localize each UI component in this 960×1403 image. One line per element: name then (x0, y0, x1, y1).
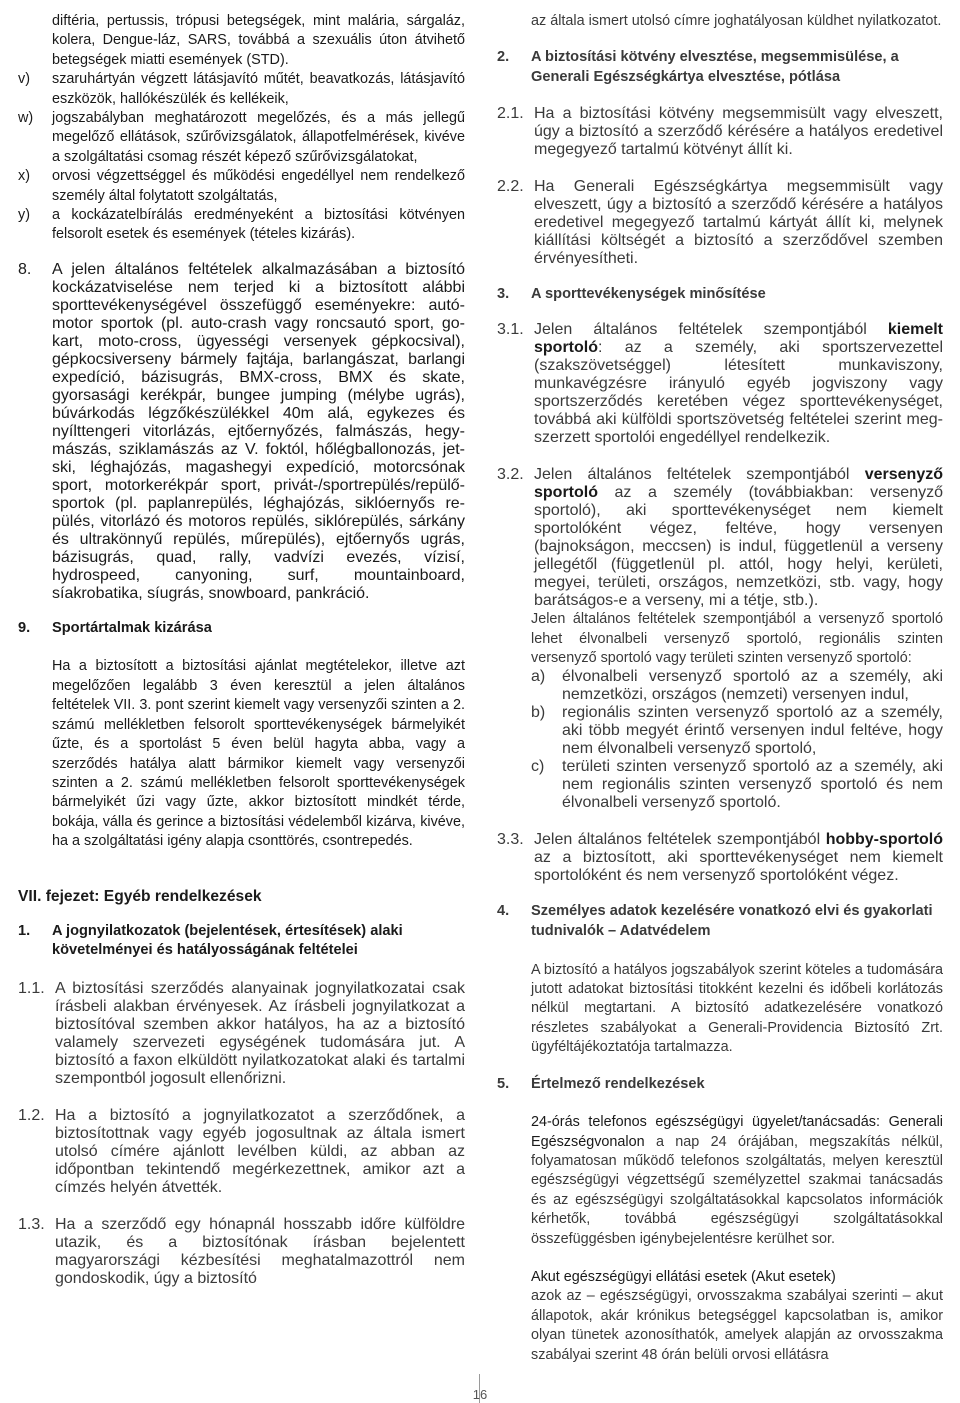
subsection-text: Ha a biztosító a jognyilatkozatot a szerződőnek, a biztosítottnak vagy egyéb jogosultnak az általa ismert utolsó címére ajánlott levélben küldi, az abban az időpontban tekintendő megérkezettnek, amikor azt a címzés helyén átvették. (55, 1106, 465, 1196)
subsection-text: Ha a szerződő egy hónapnál hosszabb időre külföldre utazik, és a biztosítónak írásban bejelentett magyarországi kézbesítési meghatalmazottról nem gondoskodik, úgy a biztosító (55, 1215, 465, 1287)
subsection-1-3 (18, 1216, 465, 1288)
item-label: w) (18, 110, 34, 127)
item-label: x) (18, 168, 30, 185)
list-item (18, 109, 465, 167)
item-label: a) (531, 668, 546, 686)
subsection-3-2 (497, 466, 943, 610)
subsection-text: Ha Generali Egészségkártya megsemmisült vagy elveszett, úgy a biztosító a szerződő kérésére a hatályos eredetivel megegyező tartalmú kártyát állít ki, melynek kiállítási költségét a biztosító a szerződővel szemben érvényesítheti. (534, 177, 943, 267)
section-title: A biztosítási kötvény elvesztése, megsemmisülése, a Generali Egészségkártya elvesztése, pótlása (531, 49, 899, 85)
paragraph-8 (18, 261, 465, 603)
item-text: jogszabályban meghatározott megelőzés, és a más jellegű megelőző ellátások, szűrővizsgálatok, állapotfelmérések, kivéve a szolgáltatási csomag részét képező szűrővizsgálatokat, (52, 110, 465, 165)
section-5-text: 24-órás telefonos egészségügyi ügyelet/tanácsadás: Generali Egészségvonalon a nap 24 órájában, megszakítás nélkül, folyamatosan működő telefonos szolgáltatás, melyen keresztül egészségügyi végzettségű személyzettel szakmai tanácsadás és az egészségügyi szolgáltatásokkal kapcsolatos információk kérhetők, továbbá egészségügyi szolgáltatásokkal összefüggésben igénybejelentésre kerülhet sor. (531, 1114, 943, 1247)
section-5-heading (497, 1075, 943, 1095)
subsection-number: 1.3. (18, 1215, 45, 1233)
acute-cases-text: azok az – egészségügyi, orvosszakma szabályai szerinti – akut állapotok, akár krónikus betegséggel kapcsolatban is, amikor olyan tünetek azonosíthatók, amelyek alapján az orvosszakma szabályai szerint 48 órán belüli orvosi ellátásra (531, 1288, 943, 1363)
item-text: orvosi végzettséggel és működési engedéllyel nem rendelkező személy által folytatott szolgáltatás, (52, 168, 465, 204)
item-label: b) (531, 704, 546, 722)
section-3-heading (497, 285, 943, 305)
section-number: 4. (497, 903, 510, 920)
section-number: 1. (18, 922, 31, 939)
section-number: 3. (497, 285, 510, 302)
section-number: 9. (18, 619, 31, 636)
term-hobby-sportolo: hobby-sportoló (825, 831, 943, 849)
chapter-title: VII. fejezet: Egyéb rendelkezések (18, 887, 262, 905)
subsection-text: Ha a biztosítási kötvény megsemmisült vagy elveszett, úgy a biztosító a szerződő kérésére a hatályos eredetivel megegyező tartalmú kötvényt állít ki. (534, 104, 943, 158)
section-4-heading (497, 902, 943, 941)
subsection-number: 3.2. (497, 466, 524, 484)
item-label: y) (18, 207, 30, 224)
left-column (18, 12, 465, 1288)
subsection-text: Jelen általános feltételek szempontjából hobby-sportoló az a biztosított, aki sporttevékenységet nem kiemelt sportolóként és nem versenyző sportolóként végez. (534, 831, 943, 885)
subsection-number: 1.2. (18, 1106, 45, 1124)
section-number: 5. (497, 1075, 510, 1092)
paragraph-text: A jelen általános feltételek alkalmazásában a biztosító kockázatviselése nem terjed ki a biztosított alábbi sporttevékenységével összefüggő eseményekre: autómotor sportok (pl. auto-crash vagy roncsautó sport, gokart, moto-cross, ügyességi versenyek gépkocsival), gépkocsiverseny bármely fajtája, barlangászat, barlangi expedíció, bázisugrás, BMX-cross, BMX és skate, gyorsasági kerékpár, bungee jumping (mélybe ugrás), búvárkodás légzőkészülékkel 40m alá, egykezes és nyílttengeri vitorlázás, ejtőernyőzés, falmászás, hegymászás, sziklamászás az V. foktól, hőlégballonozás, jet-ski, léghajózás, magashegyi expedíció, motorcsónak sport, motorkerékpár sport, privát-/sportrepülés/repülősportok (pl. paplanrepülés, léghajózás, siklóernyős repülés, vitorlázó és motoros repülés, siklórepülés, sárkány és ultrakönnyű repülés, műrepülés), ejtőernyős ugrás, bázisugrás, quad, rally, vadvízi evezés, vízisí, hydrospeed, canyoning, surf, mountainboard, síakrobatika, síugrás, snowboard, pankráció. (52, 260, 465, 602)
subsection-text: Jelen általános feltételek szempontjából kiemelt sportoló: az a személy, aki sportszervezettel (szakszövetséggel) létesített munkaviszony, munkavégzésre irányuló egyéb jogviszony vagy sportszerződés keretében végez sporttevékenységet, továbbá aki külföldi sportszövetség feltételei szerint megszerzett sportolói engedéllyel rendelkezik. (534, 321, 943, 447)
list-item (497, 758, 943, 812)
acute-cases-title: Akut egészségügyi ellátási esetek (Akut esetek) (531, 1269, 836, 1286)
section-number: 2. (497, 49, 510, 66)
subsection-number: 1.1. (18, 979, 45, 997)
section-title: Sportártalmak kizárása (52, 619, 212, 636)
list-item (18, 70, 465, 109)
section-9-heading (18, 619, 465, 639)
subsection-number: 2.2. (497, 177, 524, 195)
term-egeszsegvonal: 24-órás telefonos egészségügyi ügyelet/tanácsadás: Generali Egészségvonalon (531, 1114, 943, 1150)
item-text: élvonalbeli versenyző sportoló az a személy, aki nemzetközi, országos (nemzeti) versenyen indul, (562, 668, 943, 704)
section-1-heading (18, 922, 465, 961)
section-title: A jognyilatkozatok (bejelentések, értesítések) alaki követelményei és hatályosságának feltételei (52, 922, 403, 959)
subsection-3-2-continued: Jelen általános feltételek szempontjából a versenyző sportoló lehet élvonalbeli versenyző sportoló, regionális szinten versenyző sportoló vagy területi szinten versenyző sportoló: (531, 611, 943, 666)
item-text: területi szinten versenyző sportoló az a személy, aki nem regionális szinten versenyző sportoló és nem élvonalbeli versenyző sportoló. (562, 758, 943, 812)
term-kiemelt-sportolo: kiemelt sportoló (534, 321, 943, 357)
section-title: Személyes adatok kezelésére vonatkozó elvi és gyakorlati tudnivalók – Adatvédelem (531, 903, 933, 939)
section-9-text: Ha a biztosított a biztosítási ajánlat megtételekor, illetve azt megelőzően legalább 3 éven keresztül a jelen általános feltételek VII. 3. pont szerint kiemelt vagy versenyzői szinten a 2. számú mellékletben felsorolt sporttevékenységek bármelyikét űzte, és a sportolást 5 éven belül hagyta abba, vagy a szerződés hatálya alatt bármikor kiemelt vagy versenyzői szinten a 2. számú mellékletben felsorolt sporttevékenységek bármelyikét űzi vagy űzte, akkor biztosított mindkét térde, bokája, válla és gerince a biztosítási védelemből kizárva, kivéve, ha a szolgáltatási igény alapja csonttörés, csontrepedés. (52, 658, 465, 850)
subsection-number: 3.1. (497, 321, 524, 339)
subsection-text: Jelen általános feltételek szempontjából versenyző sportoló az a személy (továbbiakban: versenyző sportoló), aki sporttevékenységet nem kiemelt sportolóként végez, feltéve, hogy versenyen (bajnokságon, meccsen) is indul, függetlenül a verseny jellegétől (függetlenül pl. attól, hogy helyi, kerületi, megyei, területi, országos, nemzetközi, stb. vagy, hogy barátságos-e a verseny, mi a tétje, stb.). (534, 466, 943, 610)
item-label: c) (531, 758, 545, 776)
term-versenyzo-sportolo: versenyző sportoló (534, 466, 943, 502)
subsection-number: 3.3. (497, 831, 524, 849)
section-4-text: A biztosító a hatályos jogszabályok szerint köteles a tudomására jutott adatokat biztosítási titokként kezelni és időbeli korlátozás nélkül megtartani. A biztosító adatkezelésére vonatkozó részletes szabályokat a Generali-Providencia Biztosító Zrt. ügyféltájékoztatója tartalmazza. (531, 961, 943, 1056)
subsection-1-1 (18, 980, 465, 1088)
subsection-number: 2.1. (497, 104, 524, 122)
section-2-heading (497, 48, 943, 87)
item-text: a kockázatelbírálás eredményeként a biztosítási kötvényen felsorolt esetek és események (tételes kizárás). (52, 207, 465, 243)
subsection-2-1 (497, 105, 943, 159)
item-text: regionális szinten versenyző sportoló az a személy, aki több megyét érintő versenyen indul feltéve, hogy nem élvonalbeli versenyző sportoló, (562, 704, 943, 758)
subsection-3-3 (497, 831, 943, 885)
list-item (497, 668, 943, 704)
list-item (18, 167, 465, 206)
item-label: v) (18, 71, 30, 88)
list-item (18, 206, 465, 245)
page-number: 16 (472, 1387, 488, 1402)
section-title: A sporttevékenységek minősítése (531, 285, 766, 302)
continued-text: az általa ismert utolsó címre joghatályosan küldhet nyilatkozatot. (531, 13, 942, 29)
subsection-2-2 (497, 178, 943, 268)
subsection-3-1 (497, 321, 943, 447)
item-text: szaruhártyán végzett látásjavító műtét, beavatkozás, látásjavító eszközök, hallókészülék és kellékeik, (52, 71, 465, 107)
paragraph-number: 8. (18, 260, 32, 278)
section-title: Értelmező rendelkezések (531, 1075, 705, 1092)
exclusion-list (18, 70, 465, 245)
intro-text: diftéria, pertussis, trópusi betegségek, mint malária, sárgaláz, kolera, Dengue-láz, SARS, továbbá a szexuális úton átvihető betegségek miatti események (STD). (52, 13, 465, 68)
subsection-text: A biztosítási szerződés alanyainak jognyilatkozatai csak írásbeli alakban érvényesek. Az írásbeli jognyilatkozat a biztosítóval szemben akkor hatályos, ha az a biztosító valamely szervezeti egységének tudomására jut. A biztosító a faxon elküldött nyilatkozatokat alaki és tartalmi szempontból jogosult ellenőrizni. (55, 979, 465, 1087)
right-column (497, 12, 943, 1365)
subsection-1-2 (18, 1107, 465, 1197)
list-item (497, 704, 943, 758)
